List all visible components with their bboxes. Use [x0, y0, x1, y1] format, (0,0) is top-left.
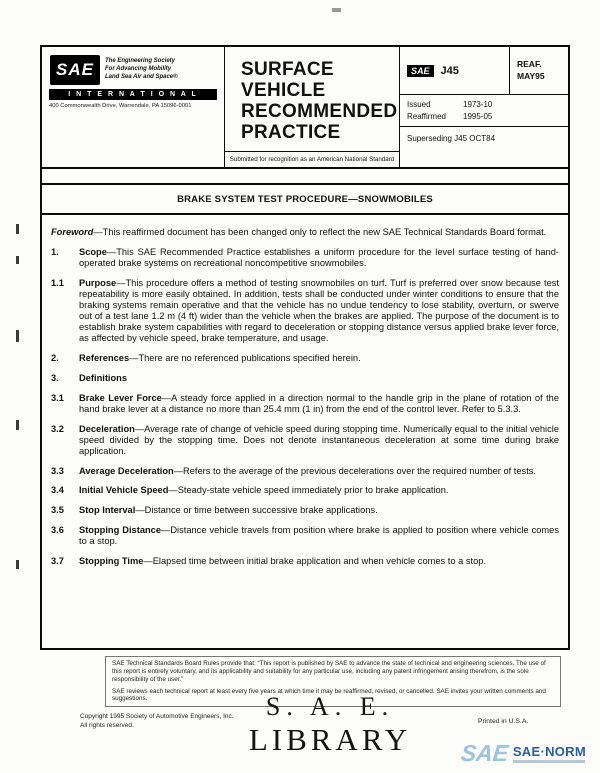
section-paragraph [51, 393, 559, 415]
issued-date: 1973-10 [463, 100, 493, 109]
international-banner: I N T E R N A T I O N A L [49, 89, 217, 100]
scan-artifact [16, 560, 19, 569]
reaffirmed-date: 1995-05 [463, 111, 493, 121]
foreword [51, 227, 559, 238]
scan-artifact [16, 256, 19, 264]
printed-in-note: Printed in U.S.A. [478, 718, 529, 725]
document-meta-cell [400, 47, 568, 167]
section-text: —This procedure offers a method of testing snowmobiles on turf. Turf is preferred over snow because test repeatability is more easily obtained. In addition, tests shall be conducted under winter conditions to ensure that the braking systems remain operative and that the vehicle has no undue tendency to lose stability, overturn, or swerve out of a test lane 1.2 m (4 ft) wider than the vehicle when the brakes are applied. The purpose of the document is to establish brake system capabilities with regard to deceleration or stopping distance versus applied brake lever force, as affected by vehicle speed, brake temperature, and usage. [79, 277, 559, 343]
notice-standards-board: SAE Technical Standards Board Rules provide that: “This report is published by SAE to advance the state of technical and engineering sciences. The use of this report is entirely voluntary, and its applicability and suitability for any particular use, including any patent infringement arising therefrom, is the sole responsibility of the user.” [112, 660, 546, 683]
section-label: Scope [79, 246, 107, 257]
sae-library-stamp: S. A. E. LIBRARY [248, 692, 412, 757]
ansi-note: Submitted for recognition as an American National Standard [225, 151, 399, 167]
issue-dates [400, 95, 568, 127]
section-number: 3.1 [51, 392, 64, 403]
section-label: Purpose [79, 277, 117, 288]
reaffirmation-badge: REAF. MAY95 [517, 59, 545, 81]
section-text: —Elapsed time between initial brake application and when vehicle comes to a stop. [143, 556, 487, 567]
section-text: —Steady-state vehicle speed immediately prior to brake application. [168, 485, 449, 496]
section-text: —Refers to the average of the previous decelerations over the required number of tests. [173, 465, 537, 476]
section-label: Stopping Distance [79, 525, 162, 536]
superseding-note: Superseding J45 OCT84 [407, 134, 496, 144]
section-paragraph [51, 505, 559, 516]
section-label: Brake Lever Force [79, 392, 162, 403]
section-number: 3.7 [51, 556, 64, 567]
section-text: —There are no referenced publications specified herein. [129, 352, 361, 363]
sae-tagline: The Engineering Society For Advancing Mobility Land Sea Air and Space® [105, 58, 178, 80]
section-number: 1.1 [51, 277, 64, 288]
document-type: SURFACE VEHICLE RECOMMENDED PRACTICE [241, 59, 398, 143]
section-paragraph [51, 556, 559, 567]
sae-norm-subtext-bar [513, 760, 585, 763]
issued-label: Issued [407, 100, 431, 109]
section-label: Deceleration [79, 423, 135, 434]
reaffirmed-label: Reaffirmed [407, 111, 446, 121]
section-number: 3.5 [51, 505, 64, 516]
section-text: —A steady force applied in a direction normal to the handle grip in the plane of rotation of the hand brake lever at a distance no more than 25.4 mm (1 in) from the end of the control lever. Refer to 5.3.3. [79, 392, 559, 414]
section-number: 1. [51, 246, 59, 257]
sae-norm-glyph-icon: SAE [459, 740, 510, 766]
section-number: 2. [51, 352, 59, 363]
scan-artifact [16, 224, 19, 234]
section-label: Average Deceleration [79, 465, 174, 476]
section-number: 3. [51, 372, 59, 383]
sae-norm-logo [461, 742, 586, 765]
section-number: 3.4 [51, 485, 64, 496]
sae-branding-cell [42, 47, 225, 167]
section-paragraph [51, 278, 559, 344]
sae-logo: SAE [50, 55, 100, 85]
section-paragraph [51, 353, 559, 364]
sae-norm-wordmark: SAE·NORM [512, 743, 586, 759]
foreword-label: Foreword [51, 227, 94, 237]
section-text: —This SAE Recommended Practice establishes a uniform procedure for the level surface testing of hand-operated brake systems on recreational noncompetitive snowmobiles. [79, 246, 559, 268]
section-text: —Distance vehicle travels from position where brake is applied to position where vehicle comes to a stop. [79, 525, 559, 547]
section-label: Initial Vehicle Speed [79, 485, 169, 496]
scan-artifact [16, 420, 19, 430]
sae-address: 400 Commonwealth Drive, Warrendale, PA 15096-0001 [49, 103, 192, 109]
document-code: J45 [440, 64, 459, 77]
section-label: Stopping Time [79, 556, 144, 567]
notice-review-policy: SAE reviews each technical report at least every five years at which time it may be reaffirmed, revised, or cancelled. SAE invites your written comments and suggestions. [112, 687, 546, 703]
section-paragraph [51, 373, 559, 384]
section-label: Stop Interval [79, 505, 136, 516]
section-label: References [79, 352, 130, 363]
scan-artifact [332, 8, 341, 12]
section-paragraph [51, 466, 559, 477]
foreword-text: —This reaffirmed document has been changed only to reflect the new SAE Technical Standards Board format. [93, 227, 547, 237]
header-gap-strip [42, 169, 568, 185]
scan-artifact [16, 330, 19, 342]
section-paragraph [51, 525, 559, 547]
document-frame [40, 45, 570, 650]
copyright-note: Copyright 1995 Society of Automotive Engineers, Inc. All rights reserved. [80, 713, 234, 730]
document-type-cell [225, 47, 400, 167]
section-paragraph [51, 424, 559, 457]
section-text: —Distance or time between successive brake applications. [135, 505, 378, 516]
sections [51, 247, 559, 567]
section-paragraph [51, 247, 559, 269]
section-text: —Average rate of change of vehicle speed during stopping time. Numerically equal to the initial vehicle speed divided by the stopping time. Does not denote instantaneous deceleration at some time during brake application. [79, 423, 559, 456]
section-number: 3.3 [51, 465, 64, 476]
sae-logo-small: SAE [407, 65, 434, 77]
section-number: 3.2 [51, 423, 64, 434]
section-number: 3.6 [51, 525, 64, 536]
document-body [42, 215, 568, 582]
document-title: BRAKE SYSTEM TEST PROCEDURE—SNOWMOBILES [42, 185, 568, 215]
section-label: Definitions [79, 372, 128, 383]
document-header [42, 47, 568, 169]
section-paragraph [51, 485, 559, 496]
